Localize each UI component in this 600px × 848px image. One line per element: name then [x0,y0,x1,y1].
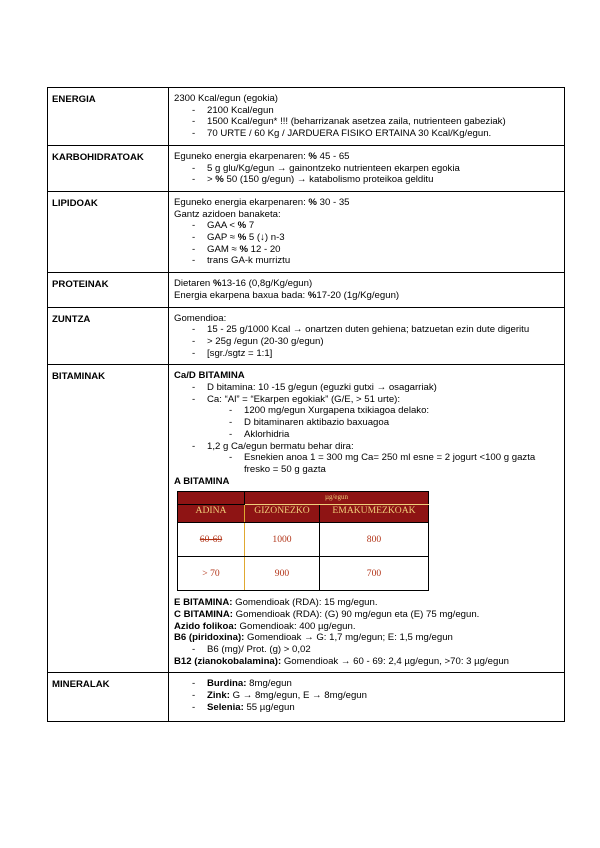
lipido-bullet [192,244,560,256]
b12-vitamin [174,656,560,668]
e-vitamin [174,597,560,609]
text: Gomendioak (RDA): (G) 90 mg/egun eta (E) 75 mg/egun. [232,608,480,620]
zuntza-line1: Gomendioa: [174,312,227,324]
folic-acid-label: Azido folikoa: [174,620,237,632]
cad-bullet: - D bitamina: 10 -15 g/egun (eguzki gutxi → osagarriak) [192,382,560,394]
cad-subbullet: - Esnekien anoa 1 = 300 mg Ca= 250 ml esne = 2 jogurt <100 g gazta fresko = 50 g gazta [229,452,560,475]
karbo-list [174,163,560,186]
content-mineralak [169,673,565,722]
label-mineralak: MINERALAK [48,673,169,722]
cad-bullet [192,394,560,441]
label-karbohidratoak: KARBOHIDRATOAK [48,145,169,191]
label-proteinak: PROTEINAK [48,273,169,307]
karbo-line1 [174,151,560,163]
cad-bullet [192,441,560,476]
content-zuntza [169,307,565,365]
a-table-men: 1000 [245,523,320,557]
nutrition-table [47,87,565,722]
percent-sign: % [308,196,317,208]
cad-subbullet: - D bitaminaren aktibazio baxuagoa [229,417,560,429]
a-table-header-row [178,505,429,523]
c-vitamin [174,609,560,621]
a-table-unit-row [178,492,429,505]
text: 45 - 65 [316,150,350,162]
a-vitamin-table [177,491,560,591]
label-energia: ENERGIA [48,88,169,146]
label-zuntza: ZUNTZA [48,307,169,365]
cad-list [174,382,560,476]
a-table-men: 900 [245,557,320,591]
row-zuntza [48,307,565,365]
energia-line1: 2300 Kcal/egun (egokia) [174,93,279,104]
iron-label: Burdina: [207,678,247,690]
text: 5 (↓) n-3 [246,232,285,244]
energia-bullet: - 1500 Kcal/egun* !!! (beharrizanak asetzea zaila, nutrienteen gabeziak) [192,116,560,128]
content-karbohidratoak [169,145,565,191]
a-table-col-women: EMAKUMEZKOAK [320,505,429,523]
text: 30 - 35 [316,196,350,208]
lipido-list [174,220,560,267]
text: 1,2 g Ca/egun bermatu behar dira: [207,440,354,452]
zuntza-list [174,324,560,359]
text: Gomendioak → 60 - 69: 2,4 µg/egun, >70: 3 µg/egun [281,655,510,667]
protein-line1 [174,278,560,290]
label-bitaminak: BITAMINAK [48,365,169,673]
cad-subbullet: - Aklorhidria [229,429,560,441]
percent-sign: % [237,232,247,244]
mineral-bullet [192,678,560,690]
a-table-age: > 70 [178,557,245,591]
content-energia [169,88,565,146]
a-title: A BITAMINA [174,475,230,487]
a-table-row [178,523,429,557]
text: G → 8mg/egun, E → 8mg/egun [229,690,367,702]
karbo-bullet [192,174,560,186]
cad-sublist [207,452,560,475]
lipido-bullet [192,220,560,232]
percent-sign: % [239,243,248,255]
row-bitaminak [48,365,565,673]
a-table-unit: µg/egun [245,492,429,505]
folic-acid [174,621,560,633]
percent-sign: % [307,289,317,301]
text: GAP ≈ [207,232,238,244]
cad-title: Ca/D BITAMINA [174,370,245,382]
text: Eguneko energia ekarpenaren: [174,196,309,208]
text: GAA < [207,220,238,232]
a-table-row [178,557,429,591]
b6-bullet: - B6 (mg)/ Prot. (g) > 0,02 [192,644,560,656]
percent-sign: % [212,278,222,290]
a-table-women: 800 [320,523,429,557]
text: Ca: “Al” = “Ekarpen egokiak” (G/E, > 51 urte): [207,393,401,405]
percent-sign: % [308,150,317,162]
text: GAM ≈ [207,243,240,255]
text: 50 (150 g/egun) → katabolismo proteikoa gelditu [223,174,434,186]
row-proteinak [48,273,565,307]
zuntza-bullet: - 15 - 25 g/1000 Kcal → onartzen duten gehiena; batzuetan ezin dute digeritu [192,324,560,336]
mineral-bullet [192,690,560,702]
cad-subbullet: - 1200 mg/egun Xurgapena txikiagoa delako: [229,405,560,417]
text: 13-16 (0,8g/Kg/egun) [221,278,313,290]
zuntza-bullet: - [sgr./sgtz = 1:1] [192,348,560,360]
text: Gomendioak: 400 µg/egun. [236,620,356,632]
percent-sign: % [215,174,224,186]
b6-vitamin-label: B6 (piridoxina): [174,632,245,644]
text: Dietaren [174,278,213,290]
energia-bullet: - 2100 Kcal/egun [192,105,560,117]
lipido-line2: Gantz azidoen banaketa: [174,208,281,220]
a-table-blank [178,492,245,505]
a-table-col-age: ADINA [178,505,245,523]
text: 8mg/egun [246,678,292,690]
c-vitamin-label: C BITAMINA: [174,608,233,620]
label-lipidoak: LIPIDOAK [48,191,169,272]
b6-list [174,644,560,656]
text: 12 - 20 [247,243,281,255]
a-table-col-men: GIZONEZKO [245,505,320,523]
row-karbohidratoak [48,145,565,191]
cad-sublist [207,405,560,440]
lipido-line1 [174,197,560,209]
e-vitamin-label: E BITAMINA: [174,597,233,609]
content-lipidoak [169,191,565,272]
energia-list [174,105,560,140]
text: Eguneko energia ekarpenaren: [174,150,309,162]
energia-bullet: - 70 URTE / 60 Kg / JARDUERA FISIKO ERTAINA 30 Kcal/Kg/egun. [192,128,560,140]
lipido-bullet [192,232,560,244]
a-table-age: 60-69 [178,523,245,557]
row-lipidoak [48,191,565,272]
text: 17-20 (1g/Kg/egun) [316,289,400,301]
karbo-bullet: - 5 g glu/Kg/egun → gainontzeko nutrienteen ekarpen egokia [192,163,560,175]
percent-sign: % [237,220,247,232]
text: > [207,174,216,186]
protein-line2 [174,290,560,302]
b6-vitamin [174,632,560,644]
content-proteinak [169,273,565,307]
zuntza-bullet: - > 25g /egun (20-30 g/egun) [192,336,560,348]
mineral-list [174,678,560,713]
content-bitaminak [169,365,565,673]
b12-vitamin-label: B12 (zianokobalamina): [174,655,282,667]
text: 7 [246,220,255,232]
text: Energia ekarpena baxua bada: [174,289,308,301]
text: Gomendioak → G: 1,7 mg/egun; E: 1,5 mg/egun [244,632,453,644]
row-mineralak [48,673,565,722]
lipido-bullet: - trans GA-k murriztu [192,255,560,267]
row-energia [48,88,565,146]
a-table-women: 700 [320,557,429,591]
mineral-bullet [192,702,560,714]
text: Gomendioak (RDA): 15 mg/egun. [232,597,378,609]
selenium-label: Selenia: [207,701,244,713]
zinc-label: Zink: [207,690,230,702]
text: 55 µg/egun [243,701,295,713]
